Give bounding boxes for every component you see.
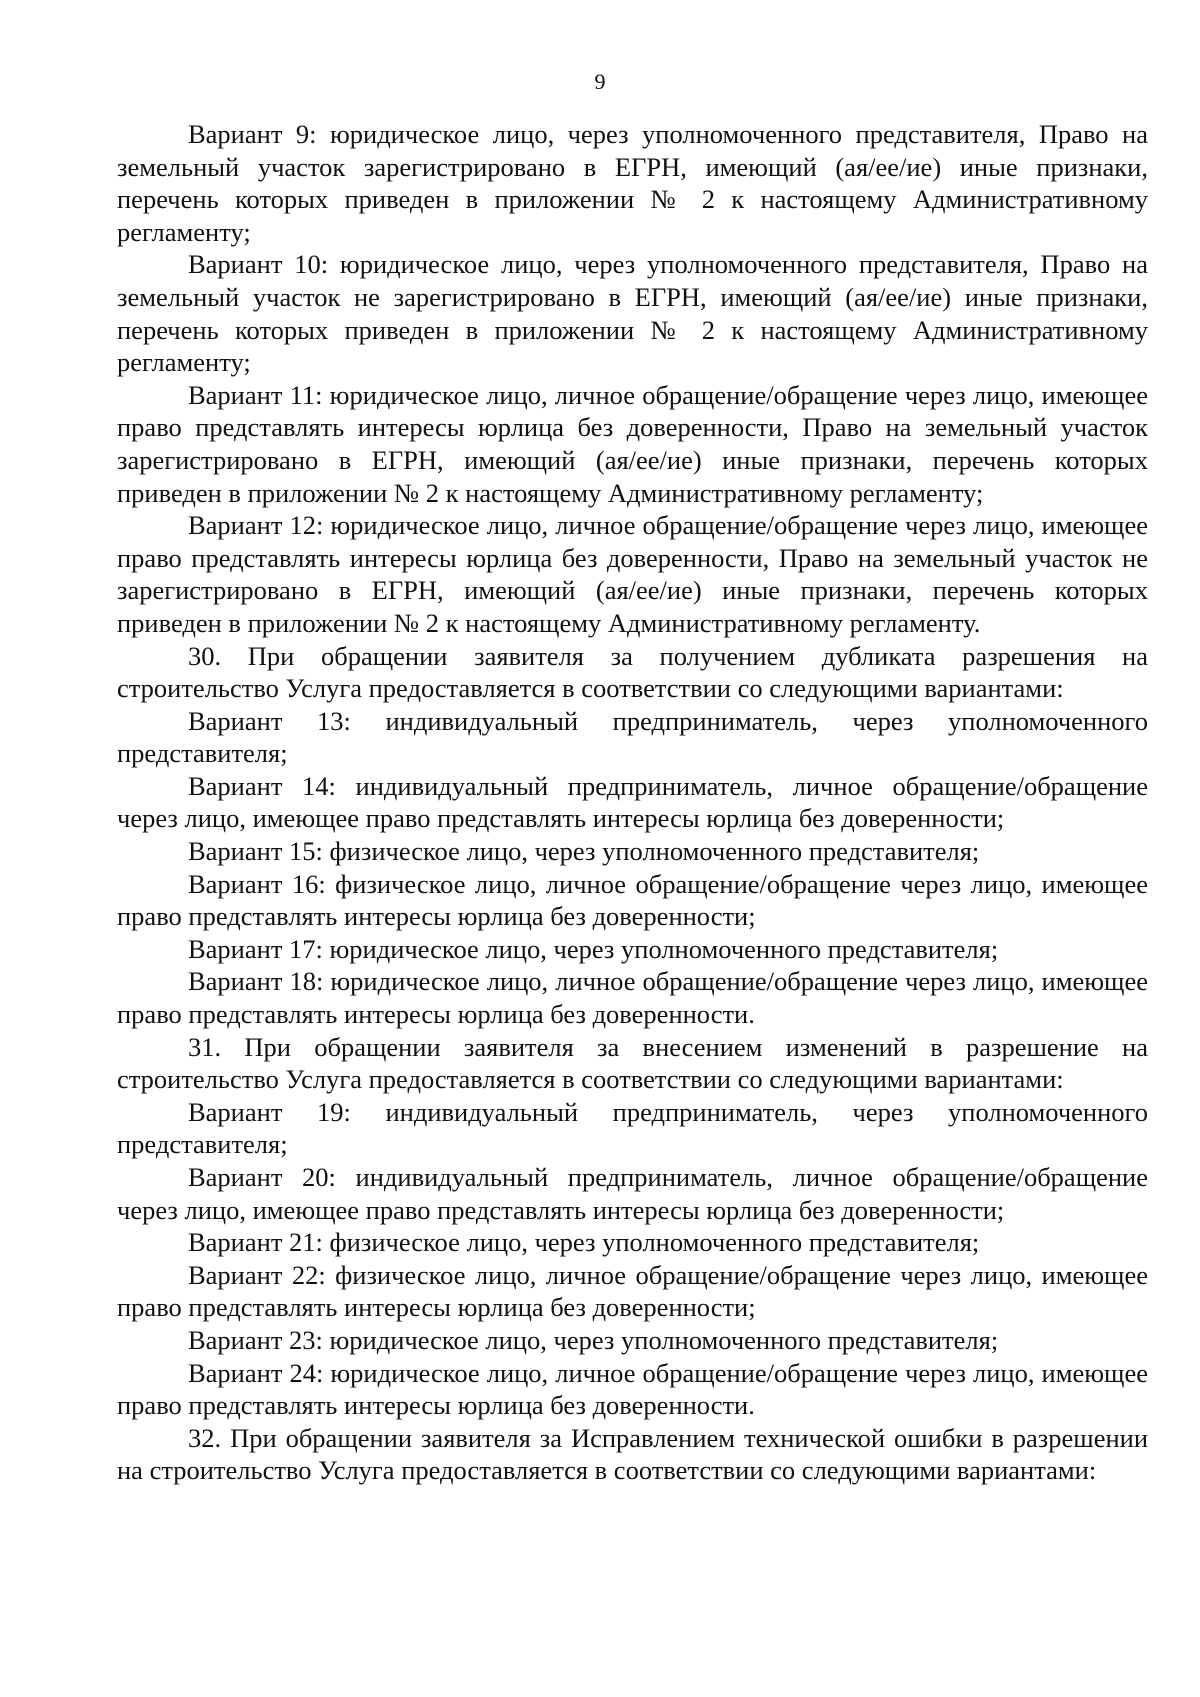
paragraph-variant-13: Вариант 13: индивидуальный предприниматель, через уполномоченного представителя; [117, 705, 1148, 769]
paragraph-variant-19: Вариант 19: индивидуальный предприниматель, через уполномоченного представителя; [117, 1096, 1148, 1160]
paragraph-variant-14: Вариант 14: индивидуальный предприниматель, личное обращение/обращение через лицо, имеющее право представлять интересы юрлица без доверенности; [117, 770, 1148, 834]
paragraph-variant-18: Вариант 18: юридическое лицо, личное обращение/обращение через лицо, имеющее право представлять интересы юрлица без доверенности. [117, 966, 1148, 1030]
paragraph-clause-31: 31. При обращении заявителя за внесением изменений в разрешение на строительство Услуга предоставляется в соответствии со следующими вариантами: [117, 1031, 1148, 1095]
page-number: 9 [594, 69, 606, 94]
paragraph-clause-32: 32. При обращении заявителя за Исправлением технической ошибки в разрешении на строительство Услуга предоставляется в соответствии со следующими вариантами: [117, 1422, 1148, 1486]
paragraph-variant-23: Вариант 23: юридическое лицо, через уполномоченного представителя; [188, 1324, 999, 1355]
paragraph-variant-11: Вариант 11: юридическое лицо, личное обращение/обращение через лицо, имеющее право представлять интересы юрлица без доверенности, Право на земельный участок зарегистрировано в ЕГРН, имеющий (ая/ее/ие) иные признаки, перечень которых приведен в приложении № 2 к настоящему Административному регламенту; [117, 379, 1148, 508]
paragraph-variant-15: Вариант 15: физическое лицо, через уполномоченного представителя; [188, 836, 980, 867]
paragraph-variant-22: Вариант 22: физическое лицо, личное обращение/обращение через лицо, имеющее право представлять интересы юрлица без доверенности; [117, 1259, 1148, 1323]
paragraph-variant-12: Вариант 12: юридическое лицо, личное обращение/обращение через лицо, имеющее право представлять интересы юрлица без доверенности, Право на земельный участок не зарегистрировано в ЕГРН, имеющий (ая/ее/ие) иные признаки, перечень которых приведен в приложении № 2 к настоящему Административному регламенту. [117, 510, 1148, 638]
paragraph-variant-16: Вариант 16: физическое лицо, личное обращение/обращение через лицо, имеющее право представлять интересы юрлица без доверенности; [117, 868, 1148, 932]
paragraph-variant-10: Вариант 10: юридическое лицо, через уполномоченного представителя, Право на земельный участок не зарегистрировано в ЕГРН, имеющий (ая/ее/ие) иные признаки, перечень которых приведен в приложении № 2 к настоящему Административному регламенту; [117, 249, 1148, 378]
paragraph-variant-9: Вариант 9: юридическое лицо, через уполномоченного представителя, Право на земельный участок зарегистрировано в ЕГРН, имеющий (ая/ее/ие) иные признаки, перечень которых приведен в приложении № 2 к настоящему Административному регламенту; [117, 119, 1148, 247]
document-body [117, 118, 1148, 1487]
paragraph-clause-30: 30. При обращении заявителя за получением дубликата разрешения на строительство Услуга предоставляется в соответствии со следующими вариантами: [117, 640, 1148, 704]
paragraph-variant-24: Вариант 24: юридическое лицо, личное обращение/обращение через лицо, имеющее право представлять интересы юрлица без доверенности. [117, 1357, 1148, 1421]
paragraph-variant-17: Вариант 17: юридическое лицо, через уполномоченного представителя; [188, 933, 999, 964]
paragraph-variant-21: Вариант 21: физическое лицо, через уполномоченного представителя; [188, 1227, 980, 1258]
paragraph-variant-20: Вариант 20: индивидуальный предприниматель, личное обращение/обращение через лицо, имеющее право представлять интересы юрлица без доверенности; [117, 1162, 1148, 1225]
